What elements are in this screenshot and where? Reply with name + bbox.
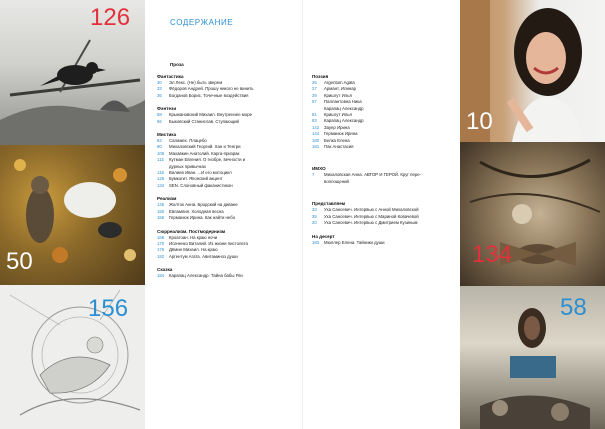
toc-page: 176 [157, 247, 165, 253]
toc-text: Аргентум Агата. Авитаминоз души [169, 253, 238, 259]
toc-left-column [157, 74, 297, 280]
toc-page: 81 [312, 112, 317, 118]
toc-page: 118 [157, 170, 164, 176]
toc-entry[interactable] [312, 144, 452, 150]
toc-text: Паллантовна Ника [324, 99, 362, 105]
toc-entry[interactable] [157, 119, 297, 125]
toc-page: 180 [312, 137, 320, 143]
toc-text: Пак Анастасия [324, 144, 354, 150]
page-number-156: 156 [88, 295, 129, 322]
toc-text: Жолток Анна. Бродский на диване [169, 202, 238, 208]
toc-section-title: Мистика [157, 132, 177, 138]
toc-section-title: ИМХО [312, 166, 326, 172]
toc-text: воплощений [324, 178, 349, 184]
toc-text: Германюк Ирина [324, 131, 358, 137]
toc-page: 33 [157, 86, 162, 92]
toc-entry[interactable] [312, 220, 452, 226]
toc-text: Карапац Александр [324, 105, 364, 111]
page-number-126: 126 [90, 4, 131, 31]
toc-text: Зауер Ирина [324, 124, 350, 130]
toc-text: Саламех. Плацебо [169, 138, 207, 144]
toc-text: SEN. Слоновный факанистикон [169, 182, 233, 188]
toc-entry[interactable] [157, 215, 297, 221]
toc-text: Кришгут Илья [324, 112, 352, 118]
toc-page: 134 [157, 182, 165, 188]
toc-section-title: На десерт [312, 233, 335, 239]
toc-text: Фёдоров Андрей. Прошу никого не винить [169, 86, 254, 92]
toc-text: Кришгут Илья [324, 92, 352, 98]
toc-text: Исаченко Виталий. Из жизни пистолета [169, 240, 248, 246]
toc-page: 142 [312, 124, 320, 130]
page-number-134: 134 [472, 241, 513, 268]
toc-entry[interactable] [312, 179, 452, 185]
toc-page: 57 [312, 99, 317, 105]
toc-entry[interactable] [157, 273, 297, 279]
toc-text: Карапац Александр [324, 118, 364, 124]
toc-entry[interactable] [312, 240, 452, 246]
toc-page: 156 [157, 215, 165, 221]
toc-text: Богданов Борис. Точечные воздействия [169, 92, 249, 98]
toc-text: Уха Сансевич. Интервью с Мариной Ковачевой [324, 213, 419, 219]
toc-text: Кроатоан. На краю ночи [169, 234, 218, 240]
toc-page: 106 [157, 150, 165, 156]
toc-page: 26 [312, 80, 317, 85]
toc-text: Белка Елена [324, 137, 350, 143]
toc-page: 112 [157, 157, 164, 163]
toc-text: Германюк Ирина. Как найти небо [169, 215, 236, 221]
page-gutter [302, 0, 303, 429]
toc-entry[interactable] [157, 93, 297, 99]
page-number-10: 10 [466, 108, 493, 135]
toc-text: Михаловская Анна. АВТОР И ГЕРОЙ. Круг пере- [324, 172, 422, 178]
toc-text: Уха Сансевич. Интервью с Анной Михаловской [324, 207, 419, 213]
toc-page: 29 [312, 92, 317, 98]
toc-page: 83 [312, 118, 317, 124]
toc-section-title: Фэнтези [157, 106, 177, 112]
toc-page: 170 [157, 240, 165, 246]
toc-text: Карапац Александр. Тайна бабы Яги [169, 273, 243, 279]
toc-text: Кутман Евгения. О гнобре, вечности и [169, 157, 246, 163]
toc-page: 166 [157, 234, 165, 240]
toc-page: 181 [312, 144, 320, 150]
toc-entry[interactable] [157, 183, 297, 189]
toc-page: 144 [312, 131, 320, 137]
toc-text: дурных привычках [169, 163, 207, 169]
toc-section-title: Фантастика [157, 74, 184, 79]
toc-text: Эл Лекс. (Не) быть зверем [169, 80, 223, 85]
toc-text: Мюллер Елена. Тайники души [324, 239, 385, 245]
page-title: СОДЕРЖАНИЕ [170, 18, 234, 27]
toc-page: 84 [157, 138, 162, 144]
section-prose: Проза [170, 62, 184, 67]
toc-page: 27 [312, 86, 317, 92]
toc-page: 35 [312, 213, 317, 219]
right-image-strip [460, 0, 605, 429]
toc-text: Быковский Станислав. Ступающий [169, 118, 239, 124]
left-image-strip [0, 0, 145, 429]
toc-page: 33 [312, 207, 317, 213]
toc-page: 182 [157, 253, 165, 259]
toc-page: 184 [157, 273, 165, 279]
toc-page: 90 [157, 144, 162, 150]
toc-right-column [312, 74, 452, 246]
toc-section-title: Представляем [312, 201, 346, 207]
toc-page: 183 [312, 239, 320, 245]
toc-text: Дёмин Михаил. На краю [169, 247, 218, 253]
toc-text: Валиев Иван. ...И его мотоцикл [169, 170, 232, 176]
toc-page: 66 [157, 118, 162, 124]
toc-text: Крыжановский Михаил. Внутреннее море [169, 112, 253, 118]
toc-page: 36 [157, 92, 162, 98]
toc-page: 20 [312, 220, 317, 226]
page-number-58: 58 [560, 294, 587, 321]
toc-page: 7 [312, 172, 315, 178]
toc-text: Argentum Agata [324, 80, 355, 85]
toc-text: Махавкин Анатолий. Карга-призрак [169, 150, 240, 156]
toc-page: 30 [157, 80, 162, 85]
toc-page [312, 179, 324, 185]
toc-text: Михаловский Георгий. Хан и Тенгри [169, 144, 241, 150]
toc-text: Евлампия. Холодная весна [169, 208, 224, 214]
toc-section-title: Сюрреализм. Постмодернизм [157, 228, 226, 234]
toc-section-title: Сказка [157, 267, 173, 273]
toc-text: Бумкогит. Японский акцент [169, 176, 223, 182]
page-number-50: 50 [6, 248, 33, 275]
toc-entry[interactable] [157, 254, 297, 260]
toc-text: Уха Сансевич. Интервью с Дмитрием Кузиным [324, 220, 418, 226]
toc-section-title: Поэзия [312, 74, 329, 79]
toc-page: 58 [157, 112, 162, 118]
toc-section-title: Реализм [157, 196, 177, 202]
toc-page: 126 [157, 176, 165, 182]
toc-page: 150 [157, 208, 165, 214]
toc-text: Армант, Илинар [324, 86, 356, 92]
toc-page: 146 [157, 202, 165, 208]
